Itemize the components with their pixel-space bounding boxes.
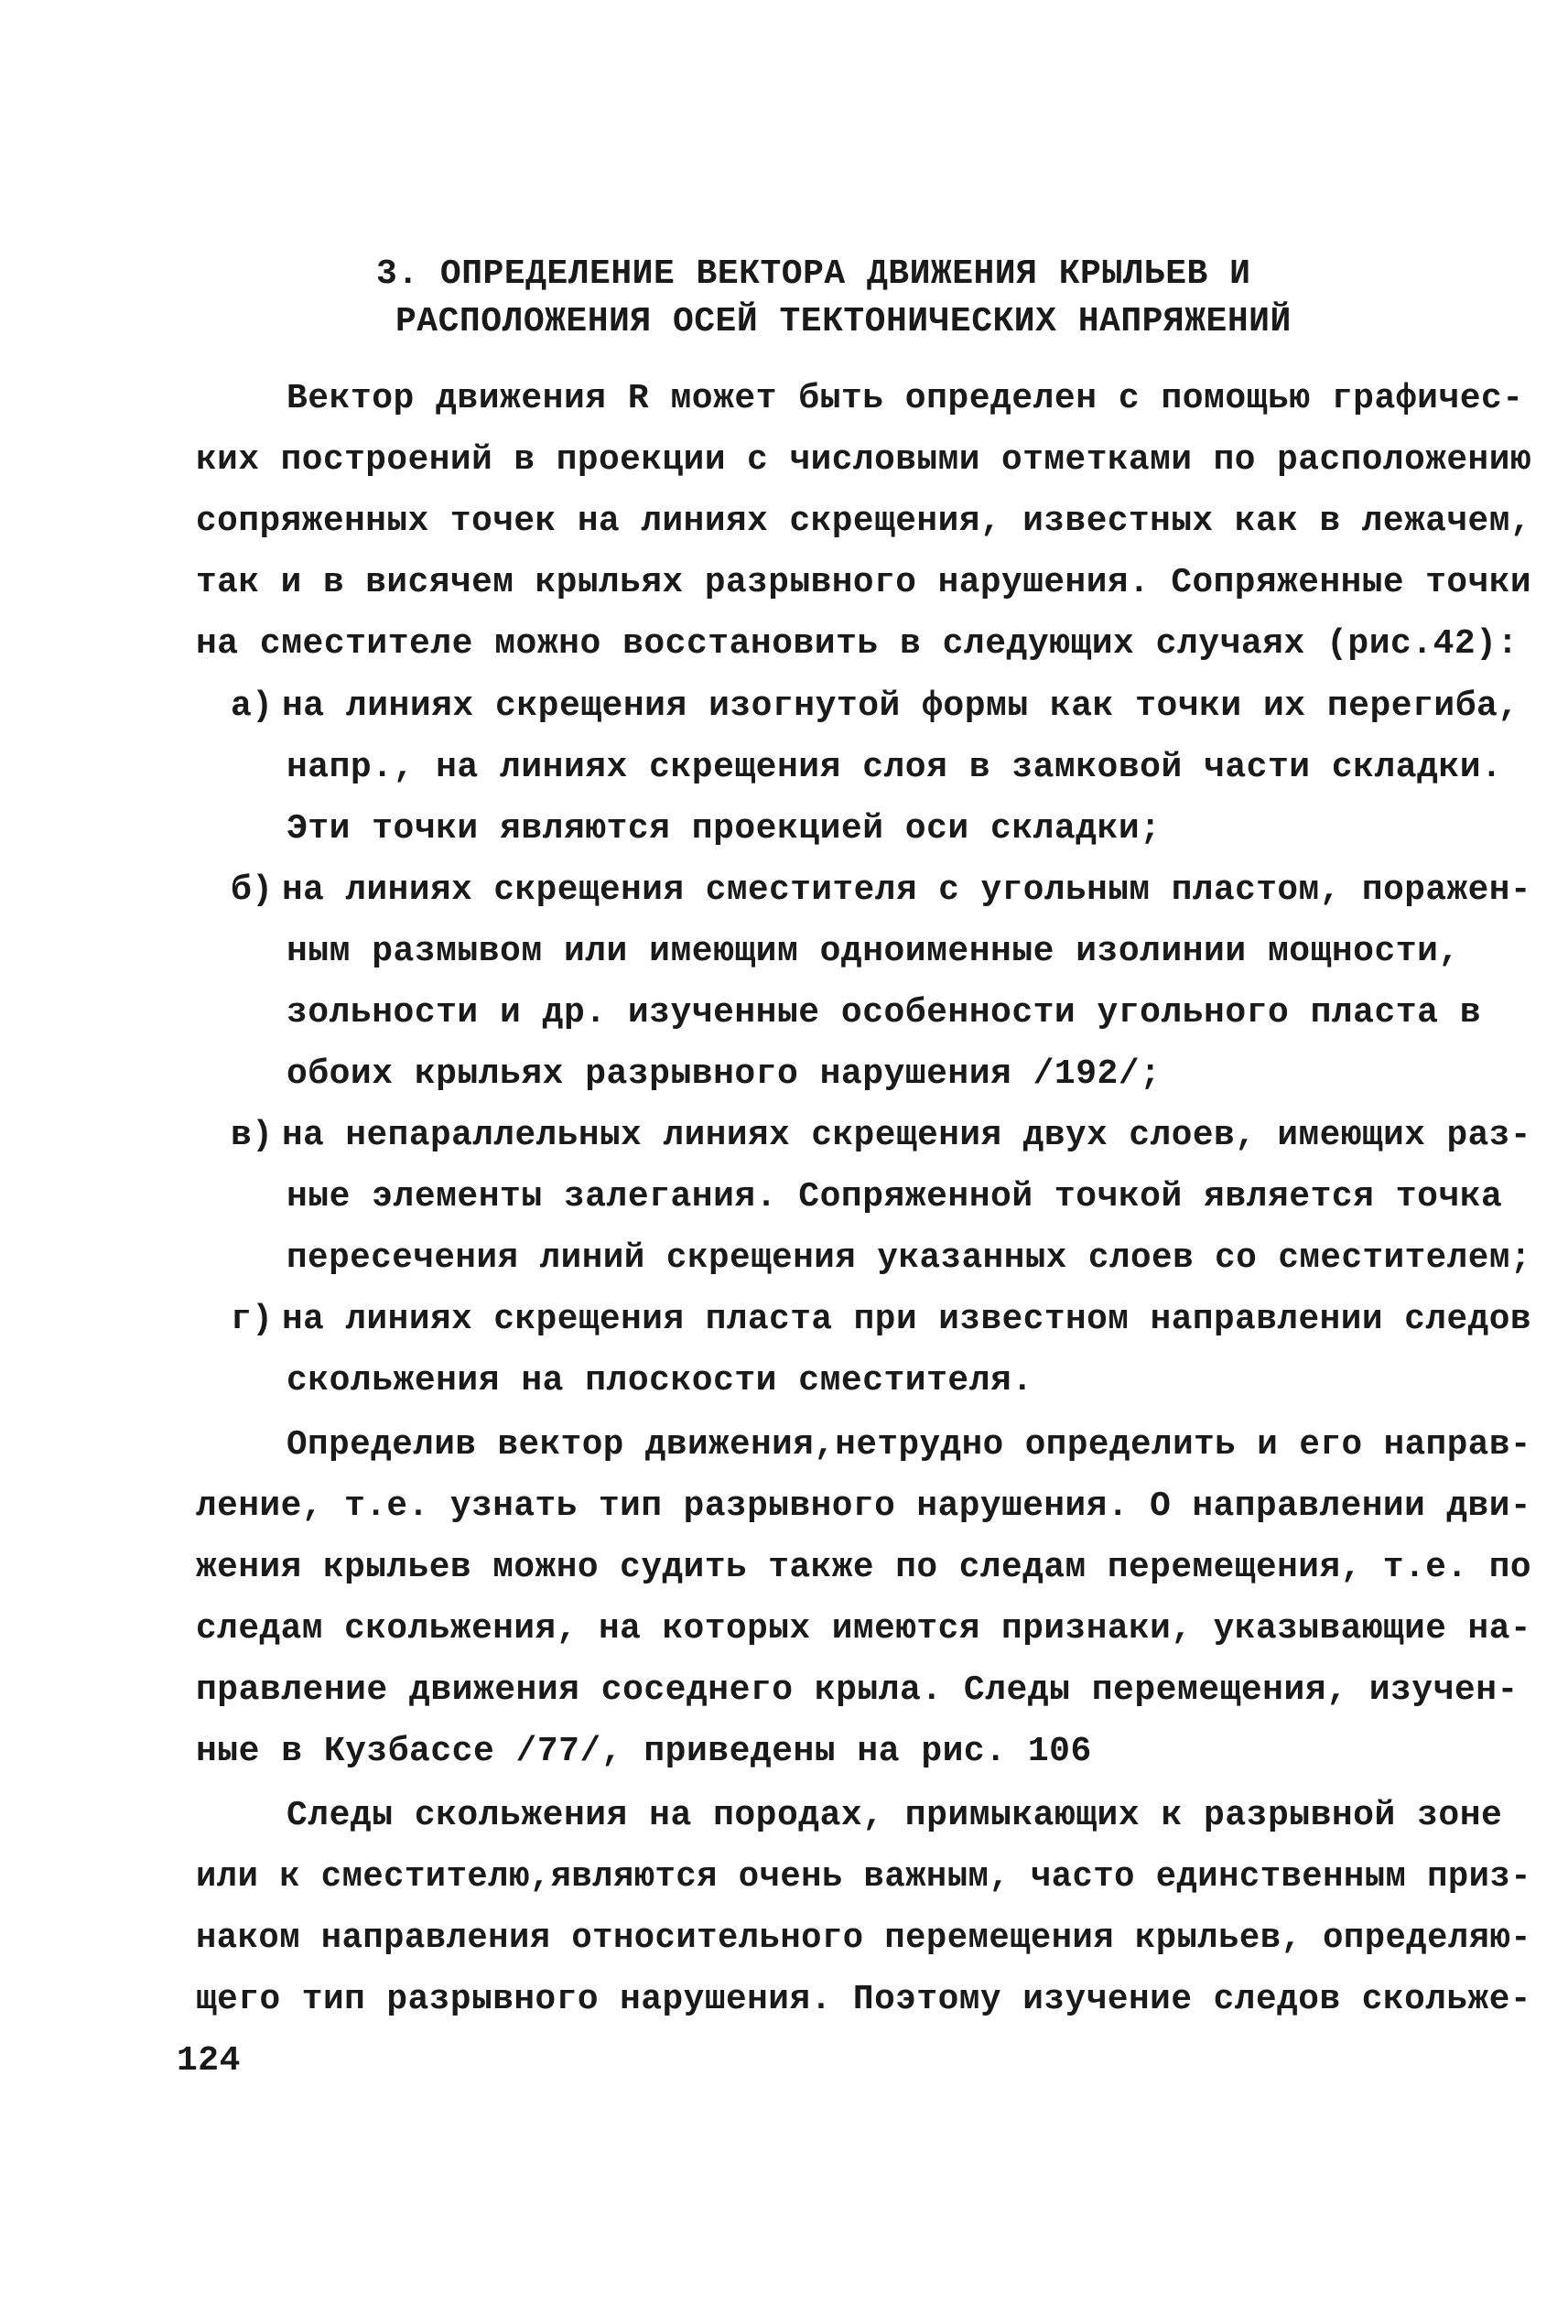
page-number: 124 — [177, 2041, 241, 2081]
paragraph-line: так и в висячем крыльях разрывного нарушения. Сопряженные точки — [196, 563, 1532, 602]
paragraph-line: щего тип разрывного нарушения. Поэтому изучение следов скольже- — [196, 1980, 1532, 2019]
list-item-a-line: Эти точки являются проекцией оси складки; — [287, 809, 1162, 849]
paragraph-line: или к сместителю,являются очень важным, часто единственным приз- — [196, 1857, 1532, 1897]
section-heading-line-1: 3. ОПРЕДЕЛЕНИЕ ВЕКТОРА ДВИЖЕНИЯ КРЫЛЬЕВ И — [376, 254, 1251, 294]
paragraph-line: Определив вектор движения,нетрудно определить и его направ- — [287, 1425, 1531, 1465]
paragraph-line: правление движения соседнего крыла. Следы перемещения, изучен- — [196, 1670, 1519, 1710]
paragraph-line: Вектор движения R может быть определен с помощью графичес- — [287, 379, 1524, 418]
list-item-b-line: на линиях скрещения сместителя с угольным пластом, поражен- — [282, 870, 1532, 910]
paragraph-line: жения крыльев можно судить также по следам перемещения, т.е. по — [196, 1548, 1532, 1587]
list-item-v-line: пересечения линий скрещения указанных слоев со сместителем; — [287, 1238, 1531, 1278]
list-marker-v: в) — [231, 1116, 274, 1155]
paragraph-line: ление, т.е. узнать тип разрывного нарушения. О направлении дви- — [196, 1486, 1532, 1526]
paragraph-line: на сместителе можно восстановить в следующих случаях (рис.42): — [196, 624, 1519, 664]
list-marker-a: а) — [231, 686, 274, 726]
list-item-b-line: зольности и др. изученные особенности угольного пласта в — [287, 993, 1482, 1032]
list-item-a-line: напр., на линиях скрещения слоя в замковой части складки. — [287, 748, 1503, 787]
section-heading-line-2: РАСПОЛОЖЕНИЯ ОСЕЙ ТЕКТОНИЧЕСКИХ НАПРЯЖЕНИЙ — [395, 302, 1292, 341]
list-item-b-line: обоих крыльях разрывного нарушения /192/; — [287, 1054, 1162, 1094]
list-item-b-line: ным размывом или имеющим одноименные изолинии мощности, — [287, 932, 1460, 971]
paragraph-line: Следы скольжения на породах, примыкающих к разрывной зоне — [287, 1796, 1503, 1835]
list-marker-b: б) — [231, 870, 274, 910]
paragraph-line: наком направления относительного перемещения крыльев, определяю- — [196, 1919, 1532, 1958]
paragraph-line: следам скольжения, на которых имеются признаки, указывающие на- — [196, 1609, 1532, 1648]
list-item-a-line: на линиях скрещения изогнутой формы как точки их перегиба, — [282, 686, 1519, 726]
list-item-g-line: скольжения на плоскости сместителя. — [287, 1361, 1033, 1400]
list-marker-g: г) — [231, 1300, 274, 1339]
list-item-v-line: ные элементы залегания. Сопряженной точкой является точка — [287, 1177, 1503, 1216]
paragraph-line: ких построений в проекции с числовыми отметками по расположению — [196, 440, 1532, 480]
paragraph-line: ные в Кузбассе /77/, приведены на рис. 106 — [196, 1732, 1092, 1771]
paragraph-line: сопряженных точек на линиях скрещения, известных как в лежачем, — [196, 502, 1532, 541]
list-item-g-line: на линиях скрещения пласта при известном направлении следов — [282, 1300, 1532, 1339]
list-item-v-line: на непараллельных линиях скрещения двух слоев, имеющих раз- — [282, 1116, 1532, 1155]
